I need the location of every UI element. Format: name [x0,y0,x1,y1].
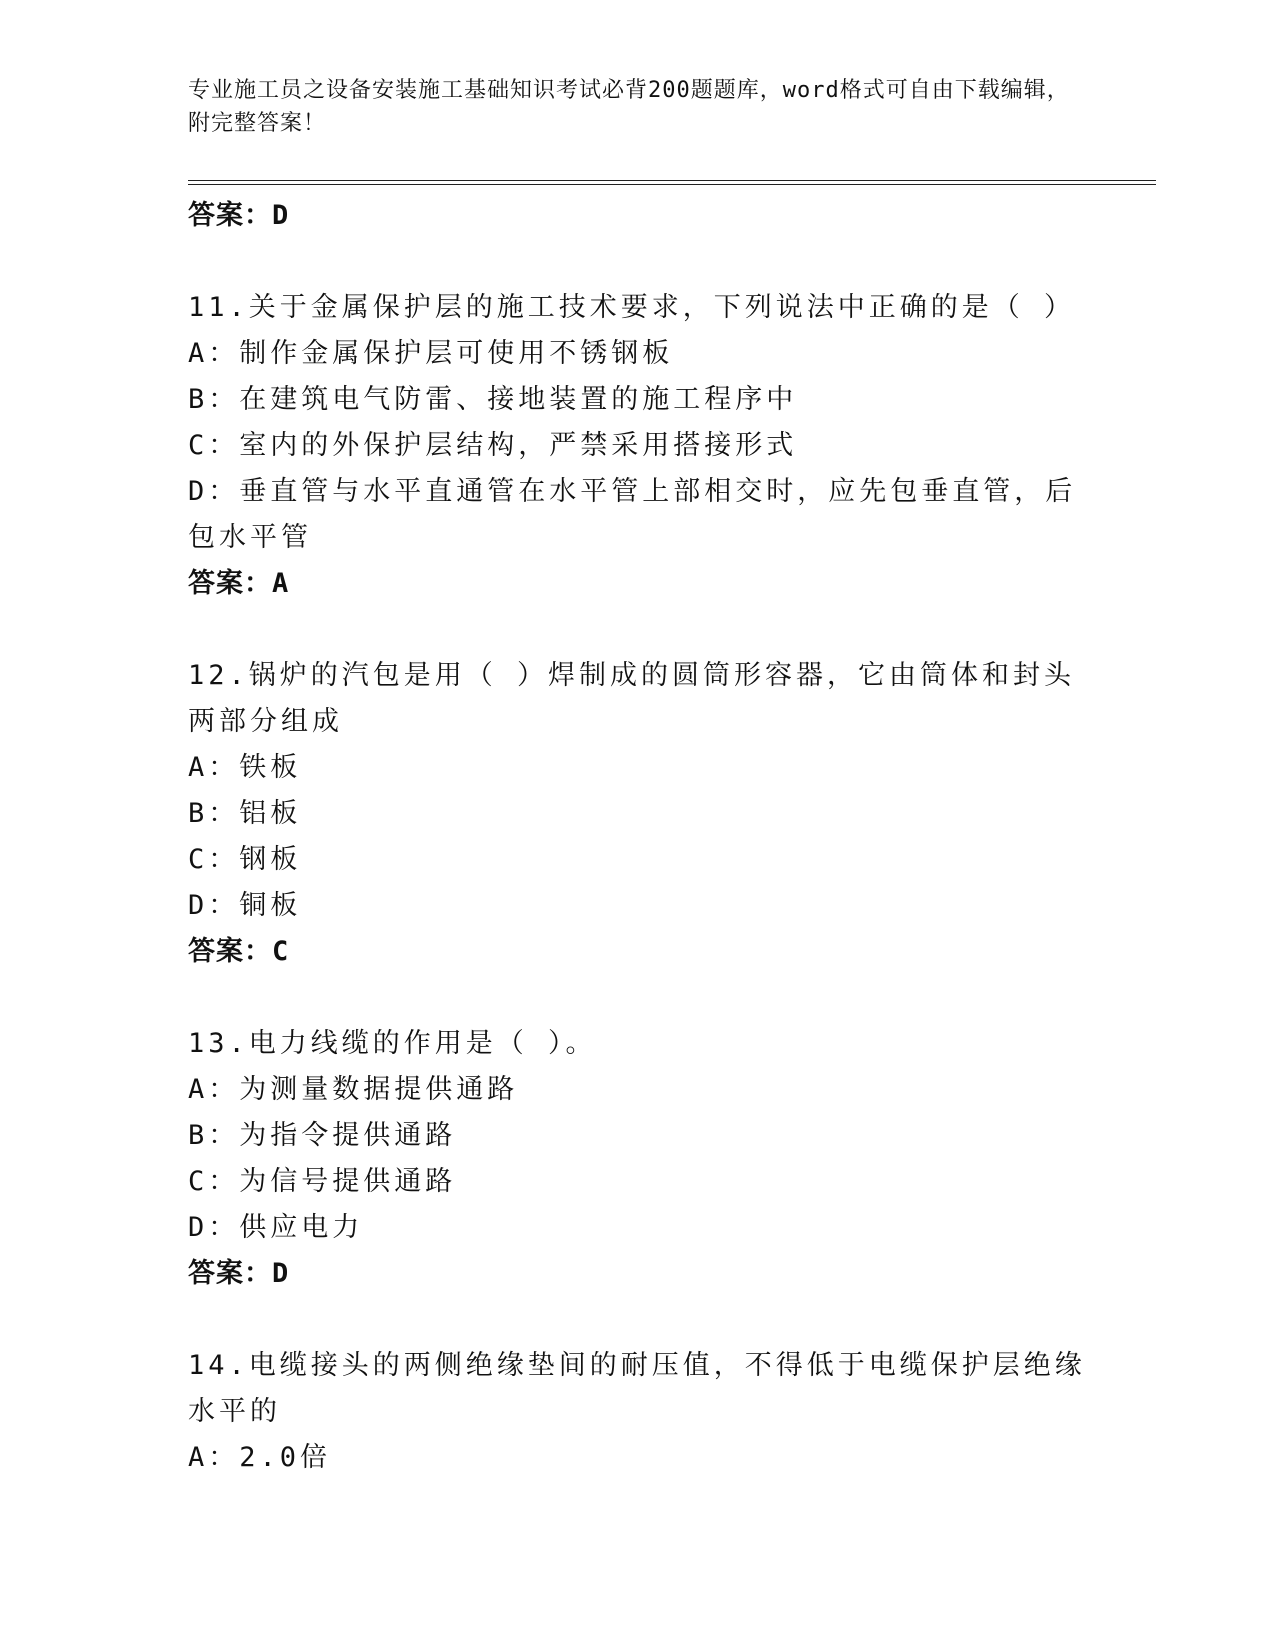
page-header: 专业施工员之设备安装施工基础知识考试必背200题题库，word格式可自由下载编辑，附完整答案！ [188,78,1070,136]
option-b: B：为指令提供通路 [188,1120,457,1151]
question-13 [188,1021,1088,1297]
question-11 [188,285,1088,607]
question-stem: 14.电缆接头的两侧绝缘垫间的耐压值，不得低于电缆保护层绝缘水平的 [188,1350,1086,1427]
header-divider [188,180,1156,185]
spacer [188,975,1088,1021]
question-14 [188,1343,1088,1481]
document-body [188,193,1088,1481]
option-d: D：铜板 [188,890,302,921]
answer: 答案：A [188,568,290,599]
option-d: D：供应电力 [188,1212,364,1243]
option-b: B：在建筑电气防雷、接地装置的施工程序中 [188,384,798,415]
option-a: A：铁板 [188,752,302,783]
option-d: D：垂直管与水平直通管在水平管上部相交时，应先包垂直管，后包水平管 [188,476,1077,553]
spacer [188,239,1088,285]
answer: 答案：D [188,1258,290,1289]
option-a: A：2.0倍 [188,1442,332,1473]
option-c: C：钢板 [188,844,302,875]
answer-prev: 答案：D [188,200,290,231]
option-a: A：制作金属保护层可使用不锈钢板 [188,338,674,369]
question-stem: 13.电力线缆的作用是（ ）。 [188,1028,597,1059]
option-b: B：铝板 [188,798,302,829]
option-c: C：为信号提供通路 [188,1166,457,1197]
question-12 [188,653,1088,975]
answer: 答案：C [188,936,290,967]
option-a: A：为测量数据提供通路 [188,1074,519,1105]
question-stem: 12.锅炉的汽包是用（ ）焊制成的圆筒形容器，它由筒体和封头两部分组成 [188,660,1076,737]
spacer [188,607,1088,653]
question-stem: 11.关于金属保护层的施工技术要求，下列说法中正确的是（ ） [188,292,1076,323]
spacer [188,1297,1088,1343]
option-c: C：室内的外保护层结构，严禁采用搭接形式 [188,430,798,461]
